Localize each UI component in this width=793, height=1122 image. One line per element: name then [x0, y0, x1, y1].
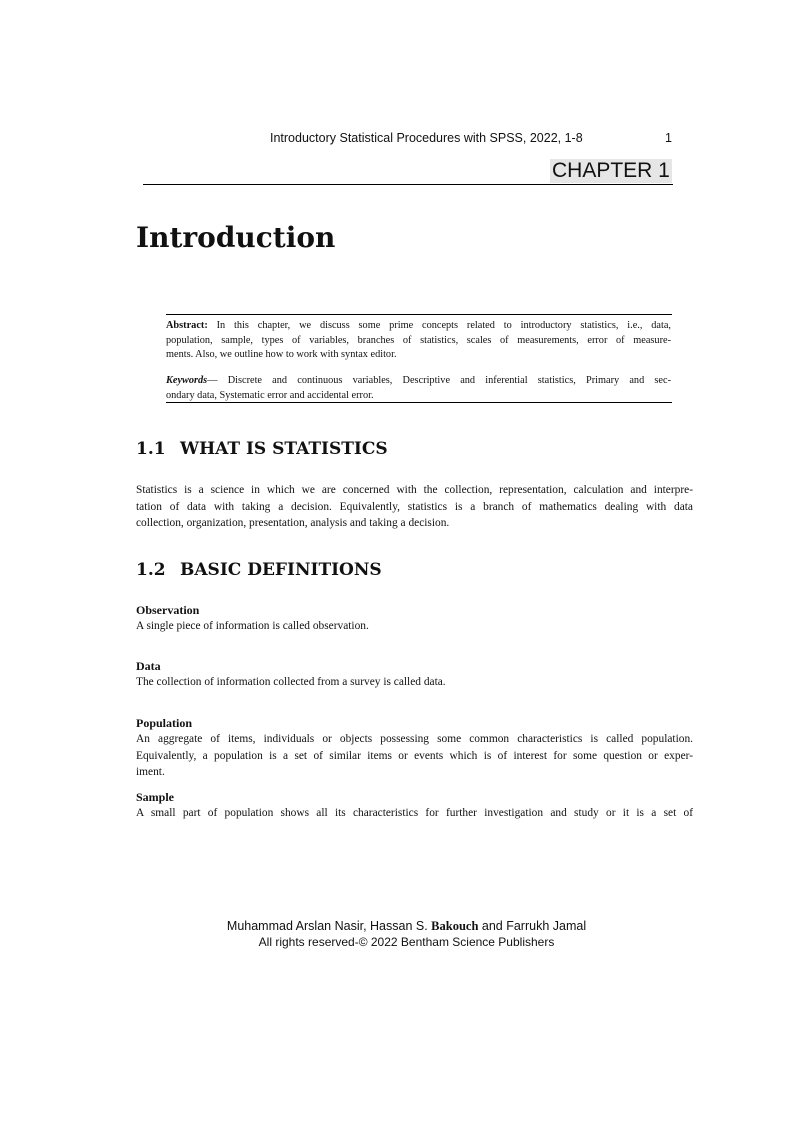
definition-text [136, 674, 693, 691]
paragraph-line: collection, organization, presentation, analysis and taking a decision. [136, 517, 450, 529]
section-heading [136, 439, 388, 459]
chapter-title: Introduction [136, 221, 336, 254]
section-paragraph [136, 482, 693, 532]
paragraph-line: A small part of population shows all its characteristics for further investigation and study or it is a set of [136, 807, 693, 819]
abstract-bottom-rule [166, 402, 672, 403]
paragraph-line: iment. [136, 766, 165, 778]
paragraph-line: The collection of information collected from a survey is called data. [136, 676, 446, 688]
chapter-label: CHAPTER 1 [552, 159, 670, 182]
section-title: WHAT IS STATISTICS [180, 439, 388, 459]
keywords-label: Keywords [166, 375, 208, 386]
definition-term: Observation [136, 603, 200, 617]
section-title: BASIC DEFINITIONS [180, 560, 382, 580]
paragraph-line: An aggregate of items, individuals or objects possessing some common characteristics is called population. [136, 733, 693, 745]
footer-authors [0, 919, 793, 934]
abstract-line: population, sample, types of variables, branches of statistics, scales of measurements, error of measure- [166, 334, 671, 346]
definition-term: Data [136, 659, 161, 673]
abstract-line: In this chapter, we discuss some prime concepts related to introductory statistics, i.e., data, [216, 320, 672, 331]
definition-text [136, 805, 693, 822]
running-title: Introductory Statistical Procedures with SPSS, 2022, 1-8 [270, 131, 583, 145]
author-name-bold: Bakouch [431, 919, 479, 933]
abstract [166, 319, 671, 363]
authors-text: Muhammad Arslan Nasir, Hassan S. [226, 919, 432, 933]
abstract-label: Abstract: [166, 320, 208, 331]
abstract-top-rule [166, 314, 672, 315]
definition-text [136, 731, 693, 781]
definition-term: Sample [136, 790, 175, 804]
paragraph-line: Statistics is a science in which we are concerned with the collection, representation, calculation and interpre- [136, 484, 693, 496]
authors-text: and Farrukh Jamal [478, 919, 587, 933]
definition-term: Population [136, 716, 193, 730]
paragraph-line: Equivalently, a population is a set of similar items or events which is of interest for some question or exper- [136, 749, 693, 762]
section-number: 1.2 [136, 560, 166, 580]
paragraph-line: A single piece of information is called observation. [136, 620, 369, 632]
section-heading [136, 560, 382, 580]
definition-text [136, 618, 693, 635]
footer-rights: All rights reserved-© 2022 Bentham Science Publishers [258, 935, 555, 949]
paragraph-line: tation of data with taking a decision. Equivalently, statistics is a branch of mathematics dealing with data [136, 500, 693, 513]
section-number: 1.1 [136, 439, 166, 459]
header-rule [143, 184, 673, 185]
page-number: 1 [665, 131, 672, 145]
keywords-line: — Discrete and continuous variables, Descriptive and inferential statistics, Primary and sec- [207, 375, 671, 386]
keywords [166, 374, 671, 403]
keywords-line: ondary data, Systematic error and accidental error. [166, 389, 374, 401]
abstract-line: ments. Also, we outline how to work with syntax editor. [166, 349, 397, 360]
